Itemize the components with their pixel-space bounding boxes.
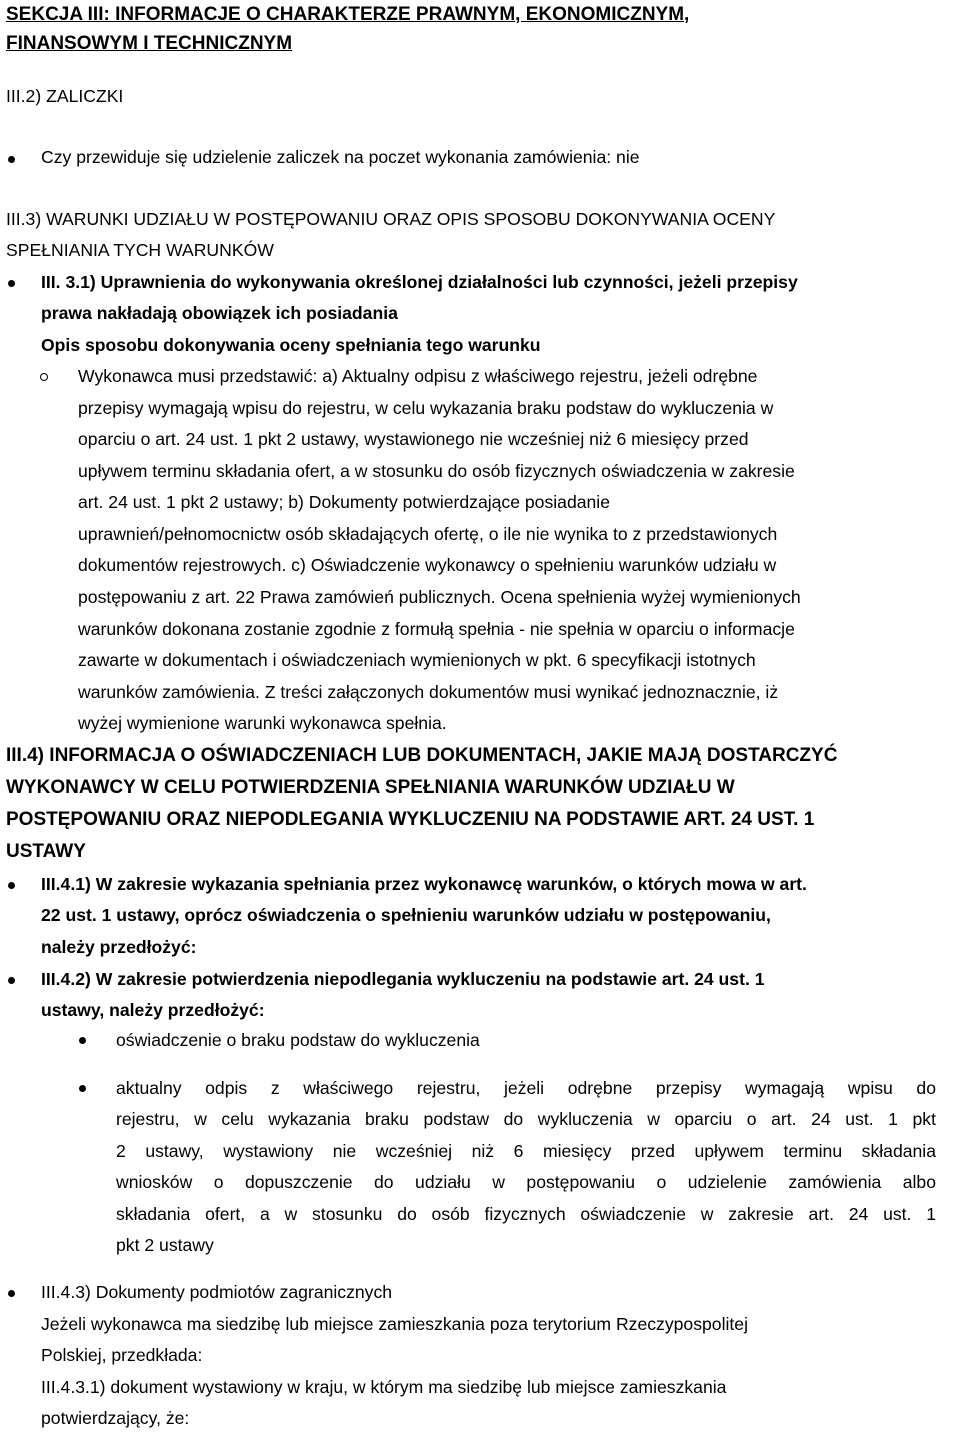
- desc-line: warunków dokonana zostanie zgodnie z formułą spełnia - nie spełnia w oparciu o informacje: [78, 619, 795, 639]
- advance-question-value: nie: [611, 147, 640, 167]
- bullet-icon: [8, 977, 15, 984]
- registry-extract-line: aktualny odpis z właściwego rejestru, jeżeli odrębne przepisy wymagają wpisu do: [116, 1078, 936, 1098]
- bullet-icon: [8, 882, 15, 889]
- registry-extract-line: pkt 2 ustawy: [116, 1235, 214, 1255]
- iii3-heading-line-1: III.3) WARUNKI UDZIAŁU W POSTĘPOWANIU ORAZ OPIS SPOSOBU DOKONYWANIA OCENY: [6, 209, 776, 229]
- exclusion-statement-item: oświadczenie o braku podstaw do wykluczenia: [116, 1030, 480, 1050]
- iii4-heading-line: USTAWY: [6, 841, 86, 862]
- iii3-heading-line-2: SPEŁNIANIA TYCH WARUNKÓW: [6, 240, 274, 260]
- registry-extract-line: 2 ustawy, wystawiony nie wcześniej niż 6 miesięcy przed upływem terminu składania: [116, 1141, 936, 1161]
- iii2-heading: III.2) ZALICZKI: [6, 86, 124, 106]
- iii4-heading-line: POSTĘPOWANIU ORAZ NIEPODLEGANIA WYKLUCZENIU NA PODSTAWIE ART. 24 UST. 1: [6, 809, 815, 830]
- registry-extract-line: składania ofert, a w stosunku do osób fizycznych oświadczenie w zakresie art. 24 ust. 1: [116, 1204, 936, 1224]
- registry-extract-line: rejestru, w celu wykazania braku podstaw do wykluczenia w oparciu o art. 24 ust. 1 pkt: [116, 1109, 936, 1129]
- desc-line: oparciu o art. 24 ust. 1 pkt 2 ustawy, wystawionego nie wcześniej niż 6 miesięcy przed: [78, 429, 749, 449]
- iii43-line: potwierdzający, że:: [41, 1408, 190, 1428]
- iii4-heading-line: III.4) INFORMACJA O OŚWIADCZENIACH LUB DOKUMENTACH, JAKIE MAJĄ DOSTARCZYĆ: [6, 745, 838, 766]
- iii43-line: III.4.3.1) dokument wystawiony w kraju, w którym ma siedzibę lub miejsce zamieszkania: [41, 1377, 727, 1397]
- desc-line: warunków zamówienia. Z treści załączonych dokumentów musi wynikać jednoznacznie, iż: [78, 682, 779, 702]
- bullet-icon: [8, 156, 15, 163]
- desc-line: wyżej wymienione warunki wykonawca spełnia.: [78, 713, 447, 733]
- desc-line: zawarte w dokumentach i oświadczeniach wymienionych w pkt. 6 specyfikacji istotnych: [78, 650, 756, 670]
- iii42-line: ustawy, należy przedłożyć:: [41, 1000, 265, 1020]
- iii31-title-line-2: prawa nakładają obowiązek ich posiadania: [41, 303, 398, 323]
- iii31-title-line-1: III. 3.1) Uprawnienia do wykonywania określonej działalności lub czynności, jeżeli przepisy: [41, 272, 798, 292]
- iii43-line: III.4.3) Dokumenty podmiotów zagranicznych: [41, 1282, 393, 1302]
- advance-question-label: Czy przewiduje się udzielenie zaliczek na poczet wykonania zamówienia:: [41, 147, 612, 167]
- desc-line: uprawnień/pełnomocnictw osób składających ofertę, o ile nie wynika to z przedstawionych: [78, 524, 778, 544]
- section-title-line-1: SEKCJA III: INFORMACJE O CHARAKTERZE PRAWNYM, EKONOMICZNYM,: [6, 4, 690, 25]
- registry-extract-line: wniosków o dopuszczenie do udziału w postępowaniu o udzielenie zamówienia albo: [116, 1172, 936, 1192]
- desc-line: przepisy wymagają wpisu do rejestru, w celu wykazania braku podstaw do wykluczenia w: [78, 398, 774, 418]
- iii43-line: Polskiej, przedkłada:: [41, 1345, 203, 1365]
- bullet-icon: [8, 1290, 15, 1297]
- bullet-icon: [8, 280, 15, 287]
- desc-line: Wykonawca musi przedstawić: a) Aktualny odpisu z właściwego rejestru, jeżeli odrębne: [78, 366, 758, 386]
- iii43-line: Jeżeli wykonawca ma siedzibę lub miejsce zamieszkania poza terytorium Rzeczypospolitej: [41, 1314, 748, 1334]
- iii41-line: należy przedłożyć:: [41, 937, 197, 957]
- iii41-line: 22 ust. 1 ustawy, oprócz oświadczenia o spełnieniu warunków udziału w postępowaniu,: [41, 905, 771, 925]
- iii41-line: III.4.1) W zakresie wykazania spełniania przez wykonawcę warunków, o których mowa w art.: [41, 874, 807, 894]
- desc-line: upływem terminu składania ofert, a w stosunku do osób fizycznych oświadczenia w zakresie: [78, 461, 795, 481]
- advance-question: [41, 142, 640, 173]
- bullet-icon: [79, 1085, 86, 1092]
- circle-bullet-icon: [40, 373, 48, 381]
- iii4-heading-line: WYKONAWCY W CELU POTWIERDZENIA SPEŁNIANIA WARUNKÓW UDZIAŁU W: [6, 777, 735, 798]
- desc-line: postępowaniu z art. 22 Prawa zamówień publicznych. Ocena spełnienia wyżej wymienionych: [78, 587, 801, 607]
- section-title-line-2: FINANSOWYM I TECHNICZNYM: [6, 33, 293, 54]
- assessment-method-heading: Opis sposobu dokonywania oceny spełniania tego warunku: [41, 335, 541, 355]
- iii42-line: III.4.2) W zakresie potwierdzenia niepodlegania wykluczeniu na podstawie art. 24 ust. 1: [41, 969, 765, 989]
- desc-line: dokumentów rejestrowych. c) Oświadczenie wykonawcy o spełnieniu warunków udziału w: [78, 555, 777, 575]
- desc-line: art. 24 ust. 1 pkt 2 ustawy; b) Dokumenty potwierdzające posiadanie: [78, 492, 611, 512]
- bullet-icon: [79, 1037, 86, 1044]
